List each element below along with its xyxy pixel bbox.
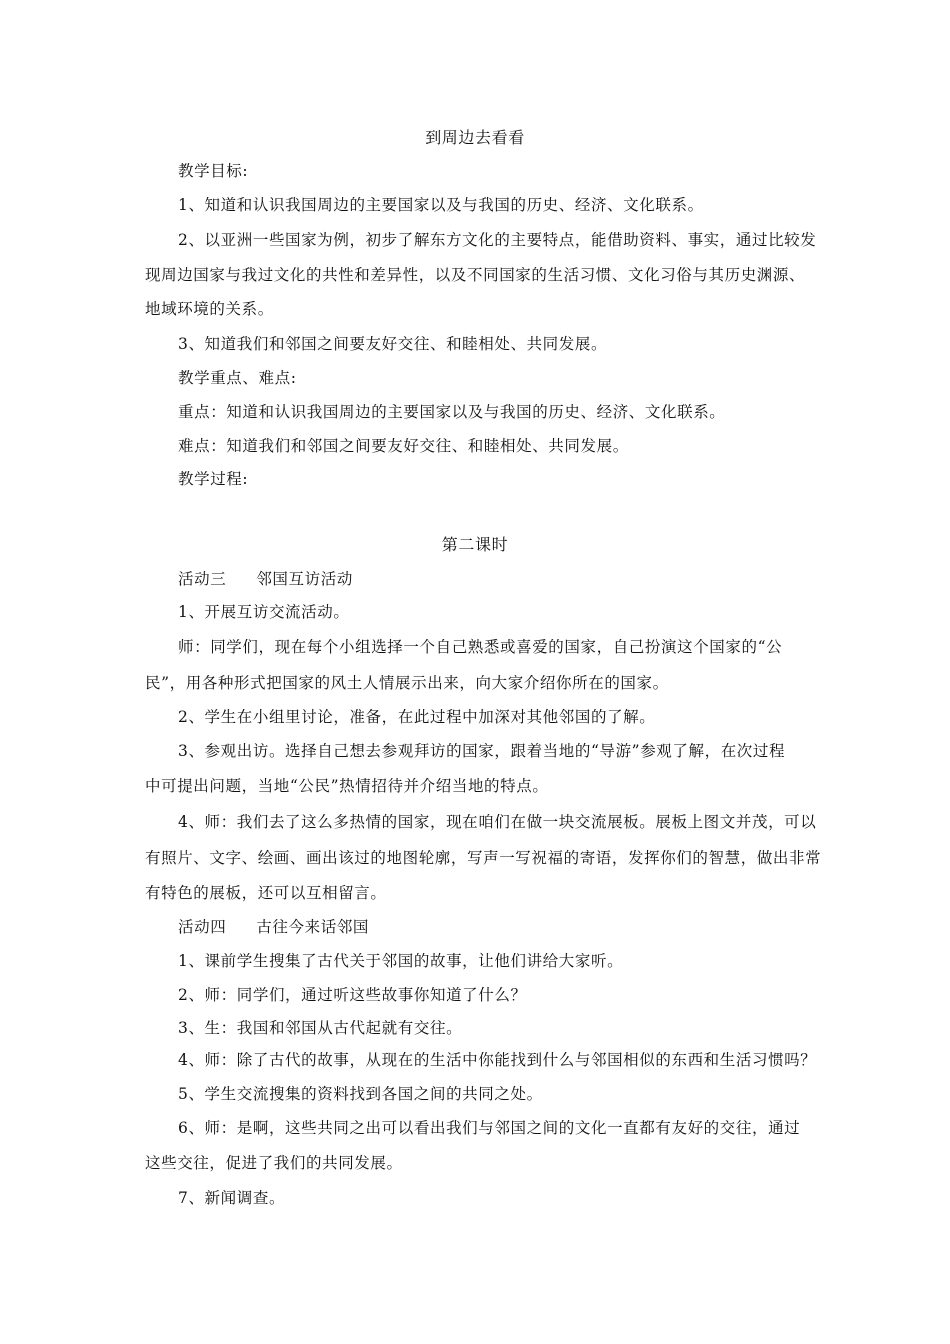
activity-3-name: 邻国互访活动 — [256, 570, 353, 588]
activity-4-item-3: 3、生：我国和邻国从古代起就有交往。 — [178, 1019, 463, 1037]
activity-3-label: 活动三 — [178, 570, 227, 588]
activity-4-item-2: 2、师：同学们，通过听这些故事你知道了什么？ — [178, 986, 527, 1004]
activity-4-item-6-line-1: 6、师：是啊，这些共同之出可以看出我们与邻国之间的文化一直都有友好的交往，通过 — [178, 1119, 801, 1137]
activity-3-item-4-line-3: 有特色的展板，还可以互相留言。 — [145, 884, 387, 902]
objective-3: 3、知道我们和邻国之间要友好交往、和睦相处、共同发展。 — [178, 335, 608, 353]
activity-3-item-4-line-2: 有照片、文字、绘画、画出该过的地图轮廓，写声一写祝福的寄语，发挥你们的智慧，做出非常 — [145, 849, 822, 867]
activity-3-item-3-line-1: 3、参观出访。选择自己想去参观拜访的国家，跟着当地的“导游”参观了解，在次过程 — [178, 742, 786, 760]
lesson-title: 第二课时 — [441, 535, 509, 554]
activity-3-item-4-line-1: 4、师：我们去了这么多热情的国家，现在咱们在做一块交流展板。展板上图文并茂，可以 — [178, 813, 817, 831]
activity-4-item-5: 5、学生交流搜集的资料找到各国之间的共同之处。 — [178, 1085, 543, 1103]
objectives-heading: 教学目标: — [178, 162, 249, 180]
objective-2-line-2: 现周边国家与我过文化的共性和差异性，以及不同国家的生活习惯、文化习俗与其历史渊源、 — [145, 266, 806, 284]
activity-4-label: 活动四 — [178, 918, 227, 936]
objective-1: 1、知道和认识我国周边的主要国家以及与我国的历史、经济、文化联系。 — [178, 196, 704, 214]
activity-4-heading — [178, 916, 369, 938]
activity-4-name: 古往今来话邻国 — [256, 918, 370, 936]
process-heading: 教学过程: — [178, 470, 249, 488]
activity-4-item-1: 1、课前学生搜集了古代关于邻国的故事，让他们讲给大家听。 — [178, 952, 624, 970]
key-point: 重点：知道和认识我国周边的主要国家以及与我国的历史、经济、文化联系。 — [178, 403, 726, 421]
activity-3-item-1: 1、开展互访交流活动。 — [178, 603, 350, 621]
activity-4-item-4: 4、师：除了古代的故事，从现在的生活中你能找到什么与邻国相似的东西和生活习惯吗？ — [178, 1051, 817, 1069]
activity-3-item-3-line-2: 中可提出问题，当地“公民”热情招待并介绍当地的特点。 — [145, 777, 549, 795]
activity-4-item-7: 7、新闻调查。 — [178, 1189, 286, 1207]
activity-3-teacher-line-2: 民”，用各种形式把国家的风土人情展示出来，向大家介绍你所在的国家。 — [145, 674, 669, 692]
objective-2-line-3: 地域环境的关系。 — [145, 300, 274, 318]
activity-3-item-2: 2、学生在小组里讨论，准备，在此过程中加深对其他邻国的了解。 — [178, 708, 656, 726]
objective-2-line-1: 2、以亚洲一些国家为例，初步了解东方文化的主要特点，能借助资料、事实，通过比较发 — [178, 231, 817, 249]
activity-4-item-6-line-2: 这些交往，促进了我们的共同发展。 — [145, 1154, 403, 1172]
document-title: 到周边去看看 — [425, 128, 525, 147]
keypoints-heading: 教学重点、难点: — [178, 369, 297, 387]
activity-3-teacher-line-1: 师：同学们，现在每个小组选择一个自己熟悉或喜爱的国家，自己扮演这个国家的“公 — [178, 638, 783, 656]
activity-3-heading — [178, 568, 353, 590]
difficult-point: 难点：知道我们和邻国之间要友好交往、和睦相处、共同发展。 — [178, 437, 629, 455]
